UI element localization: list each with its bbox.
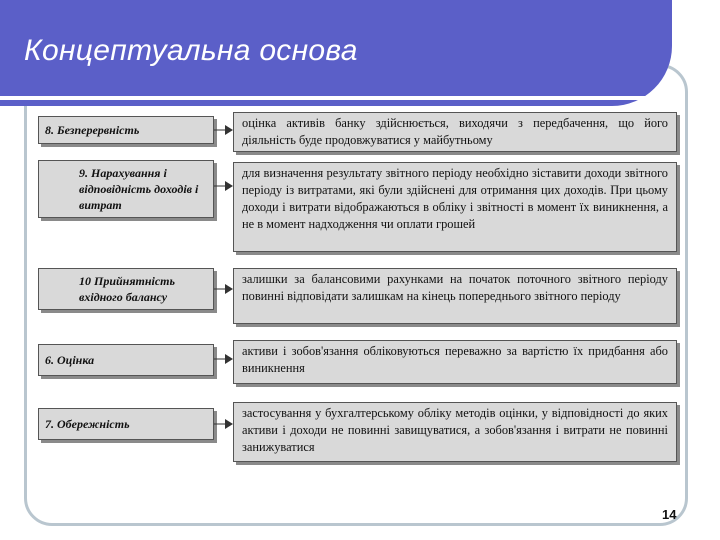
- principle-description-opening-balance: залишки за балансовими рахунками на початок поточного звітного періоду повинні відповідати залишкам на кінець попереднього звітного періоду: [233, 268, 677, 324]
- principle-description-going-concern: оцінка активів банку здійснюється, виходячи з передбачення, що його діяльність буде продовжуватися у майбутньому: [233, 112, 677, 152]
- term-label: 6. Оцінка: [45, 353, 95, 367]
- term-label: 10 Прийнятність вхідного балансу: [79, 274, 175, 304]
- principle-description-accrual: для визначення результату звітного періоду необхідно зіставити доходи звітного періоду із витратами, які були здійснені для отримання цих доходів. При цьому доходи і витрати відображаються в обліку і звітності в момент їх виникнення, а не в момент надходження чи оплати грошей: [233, 162, 677, 252]
- page-number: 14: [662, 507, 677, 522]
- term-label: 9. Нарахування і відповідність доходів і витрат: [79, 166, 199, 212]
- arrow-right-icon: [214, 418, 233, 430]
- arrow-right-icon: [214, 283, 233, 295]
- principle-description-valuation: активи і зобов'язання обліковуються переважно за вартістю їх придбання або виникнення: [233, 340, 677, 384]
- term-label: 7. Обережність: [45, 417, 130, 431]
- banner-underline: [0, 96, 686, 106]
- title-banner: [0, 0, 672, 106]
- slide-title: Концептуальна основа: [24, 34, 358, 67]
- principle-term-valuation: [38, 344, 214, 376]
- term-label: 8. Безперервність: [45, 123, 140, 137]
- principle-term-opening-balance: [38, 268, 214, 310]
- arrow-right-icon: [214, 353, 233, 365]
- principle-description-prudence: застосування у бухгалтерському обліку методів оцінки, у відповідності до яких активи і доходи не повинні завищуватися, а зобов'язання і витрати не повинні занижуватися: [233, 402, 677, 462]
- principle-term-going-concern: [38, 116, 214, 144]
- arrow-right-icon: [214, 124, 233, 136]
- principle-term-accrual: [38, 160, 214, 218]
- arrow-right-icon: [214, 180, 233, 192]
- principle-term-prudence: [38, 408, 214, 440]
